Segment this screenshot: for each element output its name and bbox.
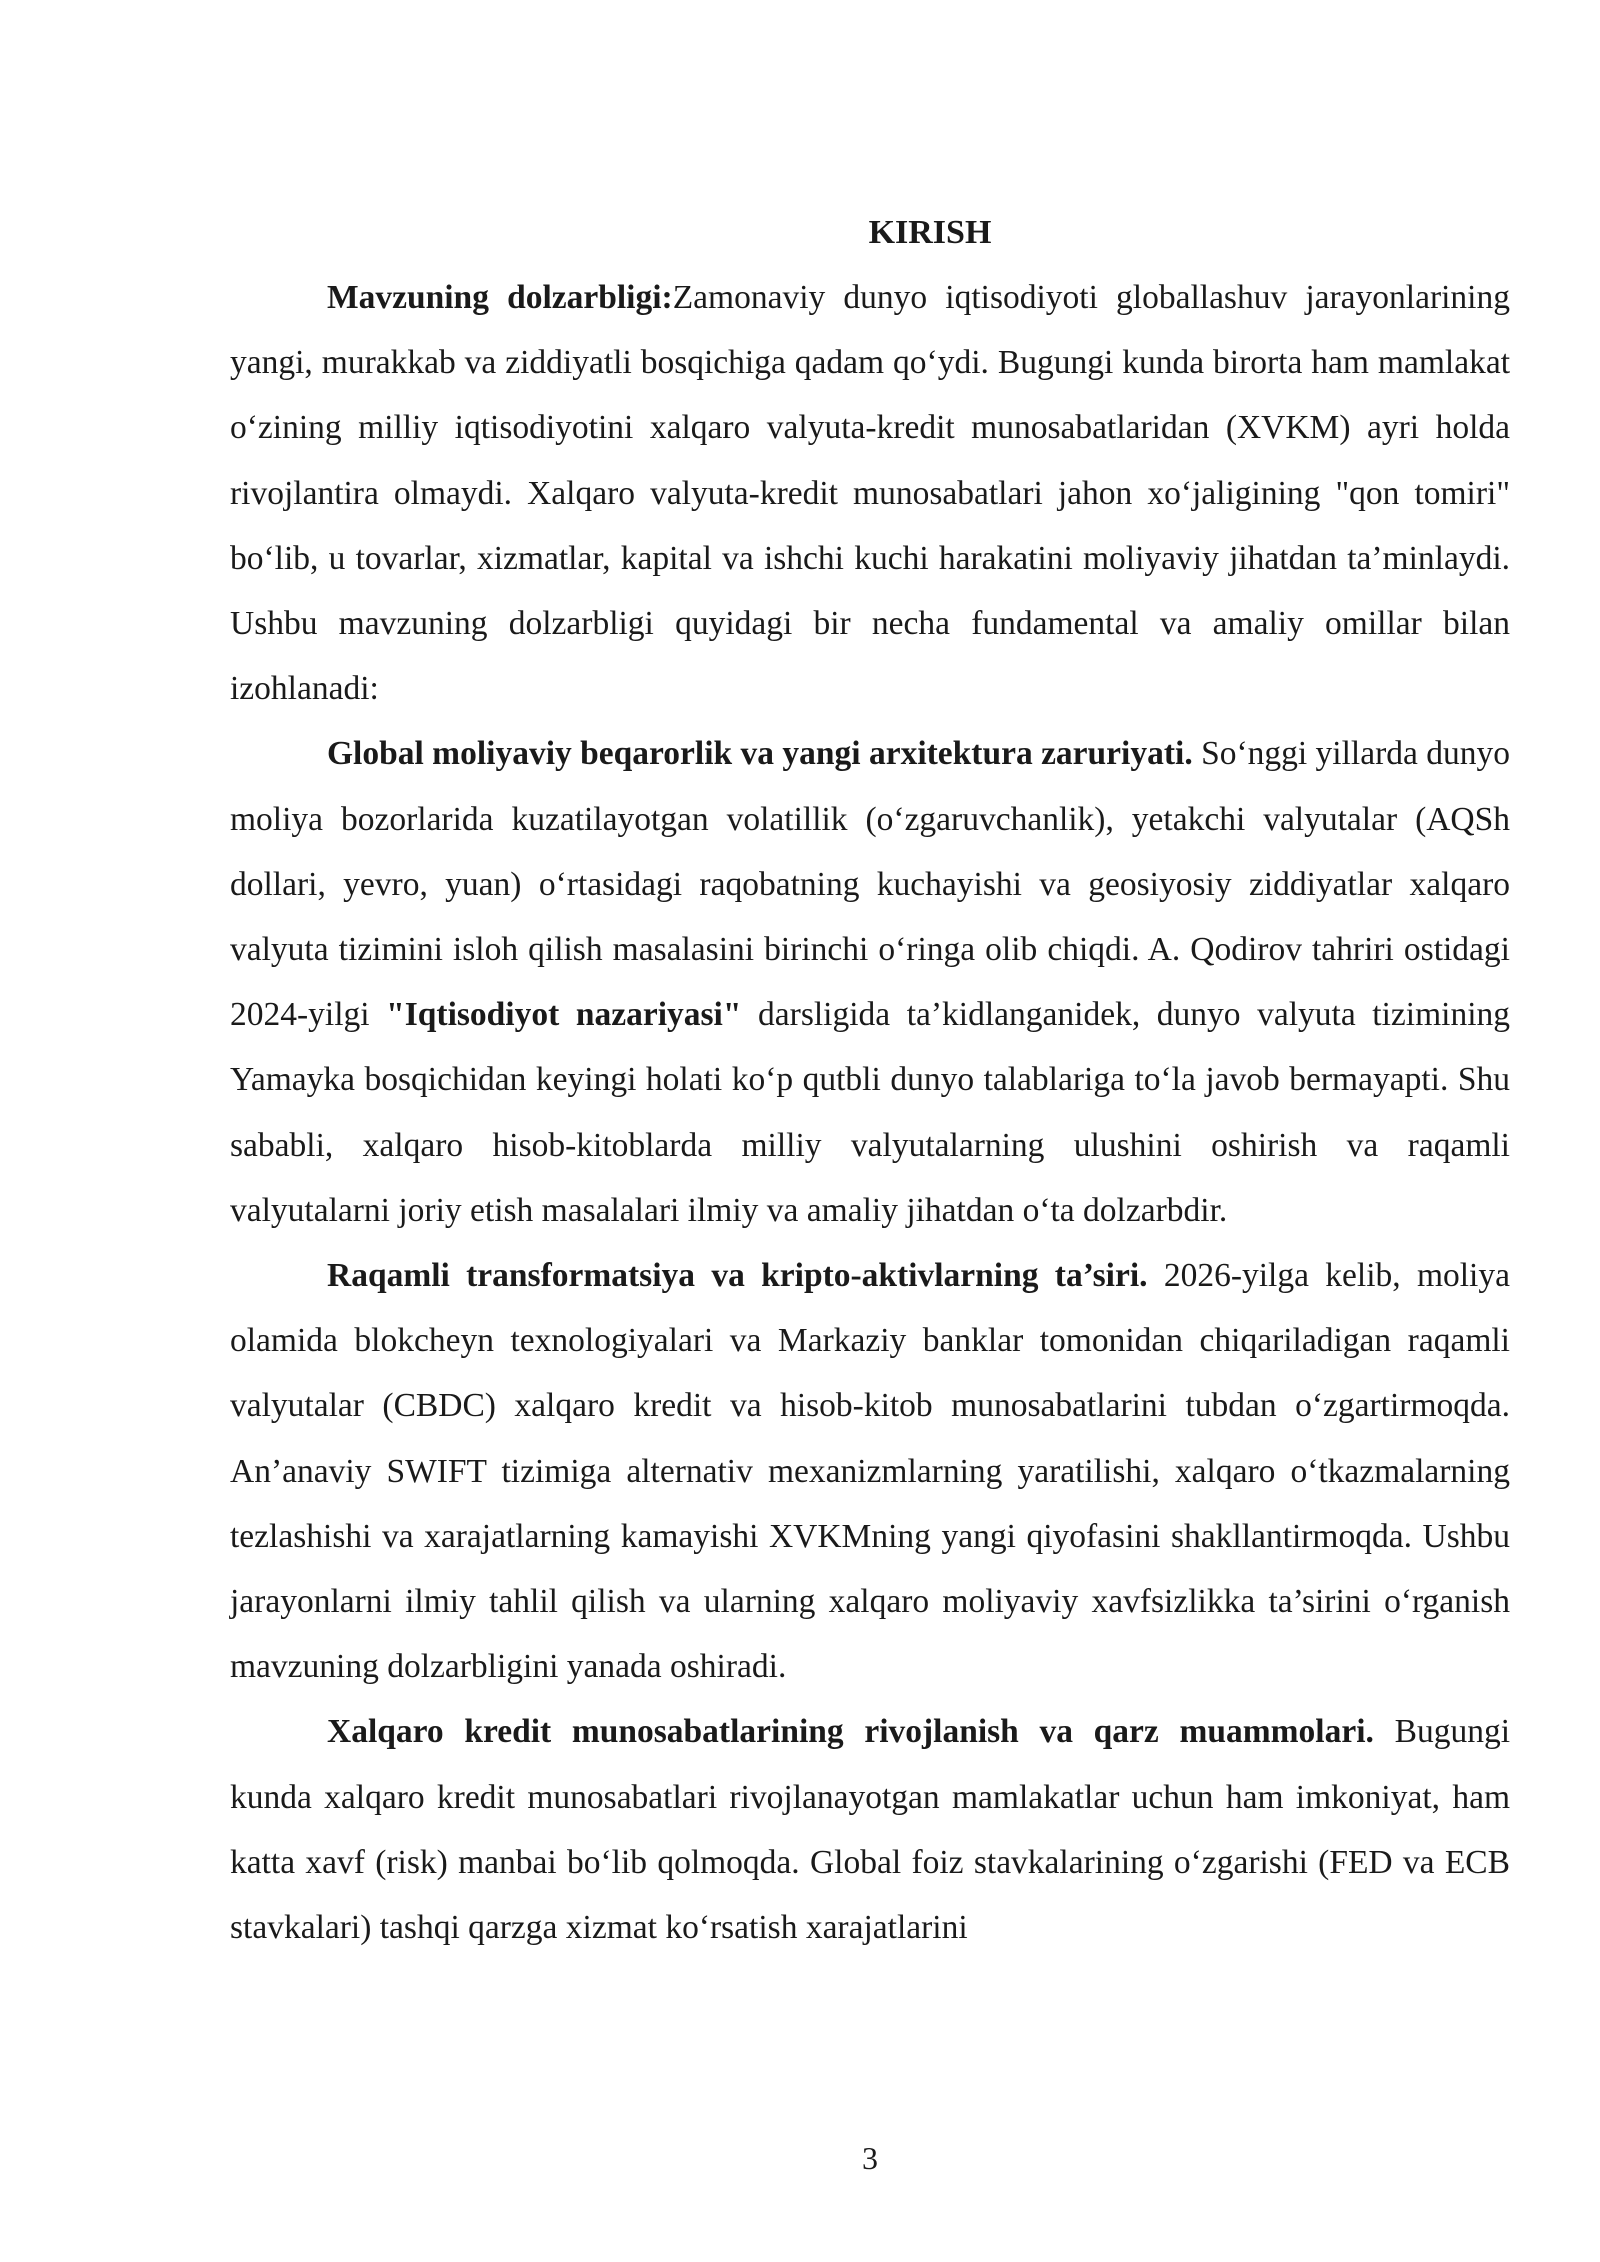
section-heading: KIRISH bbox=[868, 214, 992, 251]
paragraph-lead: Mavzuning dolzarbligi: bbox=[327, 279, 673, 316]
paragraph-lead: Xalqaro kredit munosabatlarining rivojlanish va qarz muammolari. bbox=[327, 1713, 1374, 1751]
paragraph-global-instability bbox=[230, 721, 1510, 1243]
paragraph-text: 2026-yilga kelib, moliya olamida blokcheyn texnologiyalari va Markaziy banklar tomonidan chiqariladigan raqamli valyutalar (CBDC) xalqaro kredit va hisob-kitob munosabatlarini tubdan o‘zgartirmoqda. An’anaviy SWIFT tizimiga alternativ mexanizmlarning yaratilishi, xalqaro o‘tkazmalarning tezlashishi va xarajatlarning kamayishi XVKMning yangi qiyofasini shakllantirmoqda. Ushbu jarayonlarni ilmiy tahlil qilish va ularning xalqaro moliyaviy xavfsizlikka ta’sirini o‘rganish mavzuning dolzarbligini yanada oshiradi. bbox=[230, 1257, 1510, 1686]
document-page bbox=[230, 200, 1510, 1960]
textbook-title: "Iqtisodiyot nazariyasi" bbox=[386, 996, 742, 1034]
paragraph-lead: Raqamli transformatsiya va kripto-aktivlarning ta’siri. bbox=[327, 1257, 1148, 1295]
paragraph-digital-transformation bbox=[230, 1243, 1510, 1699]
paragraph-text: So‘nggi yillarda dunyo moliya bozorlarida kuzatilayotgan volatillik (o‘zgaruvchanlik), yetakchi valyutalar (AQSh dollari, yevro, yuan) o‘rtasidagi raqobatning kuchayishi va geosiyosiy ziddiyatlar xalqaro valyuta tizimini isloh qilish masalasini birinchi o‘ringa olib chiqdi. A. Qodirov tahriri ostidagi 2024-yilgi bbox=[230, 735, 1510, 1034]
paragraph-text: Zamonaviy dunyo iqtisodiyoti globallashuv jarayonlarining yangi, murakkab va ziddiyatli bosqichiga qadam qo‘ydi. Bugungi kunda birorta ham mamlakat o‘zining milliy iqtisodiyotini xalqaro valyuta-kredit munosabatlaridan (XVKM) ayri holda rivojlantira olmaydi. Xalqaro valyuta-kredit munosabatlari jahon xo‘jaligining "qon tomiri" bo‘lib, u tovarlar, xizmatlar, kapital va ishchi kuchi harakatini moliyaviy jihatdan ta’minlaydi. Ushbu mavzuning dolzarbligi quyidagi bir necha fundamental va amaliy omillar bilan izohlanadi: bbox=[230, 279, 1510, 708]
paragraph-credit-relations bbox=[230, 1699, 1510, 1960]
paragraph-text: Bugungi kunda xalqaro kredit munosabatlari rivojlanayotgan mamlakatlar uchun ham imkoniyat, ham katta xavf (risk) manbai bo‘lib qolmoqda. Global foiz stavkalarining o‘zgarishi (FED va ECB stavkalari) tashqi qarzga xizmat ko‘rsatish xarajatlarini bbox=[230, 1713, 1510, 1947]
paragraph-lead: Global moliyaviy beqarorlik va yangi arxitektura zaruriyati. bbox=[327, 735, 1193, 773]
paragraph-relevance bbox=[230, 265, 1510, 721]
paragraph-text: darsligida ta’kidlanganidek, dunyo valyuta tizimining Yamayka bosqichidan keyingi holati ko‘p qutbli dunyo talablariga to‘la javob bermayapti. Shu sababli, xalqaro hisob-kitoblarda milliy valyutalarning ulushini oshirish va raqamli valyutalarni joriy etish masalalari ilmiy va amaliy jihatdan o‘ta dolzarbdir. bbox=[230, 996, 1511, 1229]
page-number: 3 bbox=[862, 2140, 878, 2176]
